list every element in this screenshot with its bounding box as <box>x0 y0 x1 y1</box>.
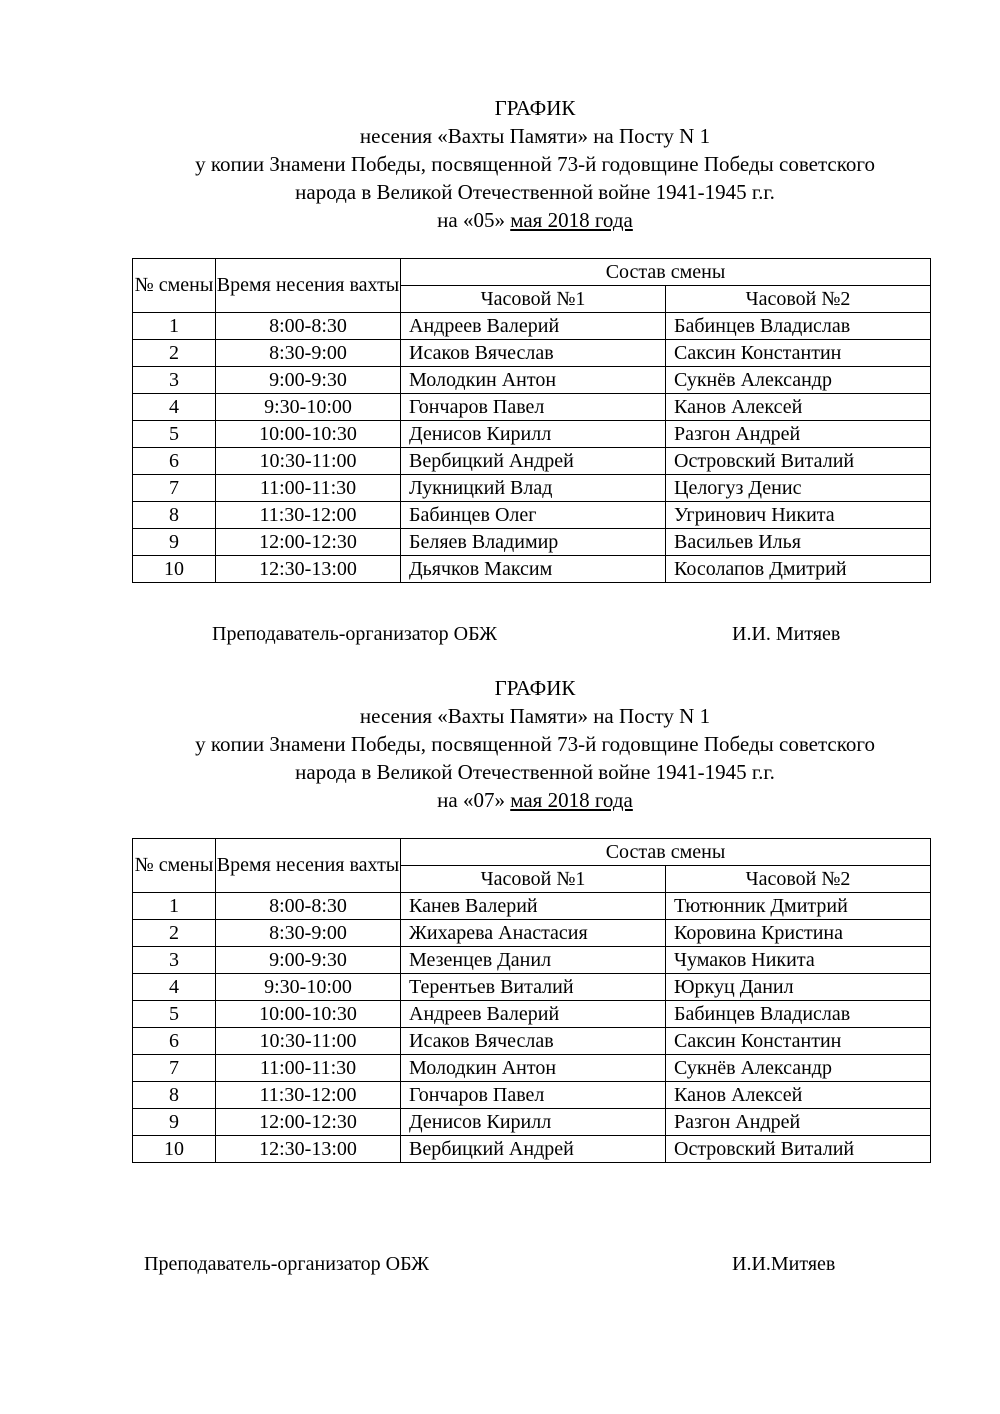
shift-number-cell: 1 <box>133 313 216 340</box>
guard-1-cell: Молодкин Антон <box>401 367 666 394</box>
guard-1-cell: Дьячков Максим <box>401 556 666 583</box>
schedule-2-date <box>0 786 1000 814</box>
guard-2-cell: Угринович Никита <box>666 502 931 529</box>
header-guard-2: Часовой №2 <box>666 286 931 313</box>
guard-2-cell: Бабинцев Владислав <box>666 313 931 340</box>
guard-1-cell: Денисов Кирилл <box>401 421 666 448</box>
header-guard-1: Часовой №1 <box>401 286 666 313</box>
schedule-1-table <box>132 258 931 583</box>
shift-number-cell: 6 <box>133 1028 216 1055</box>
table-row <box>133 1136 931 1163</box>
guard-2-cell: Бабинцев Владислав <box>666 1001 931 1028</box>
guard-2-cell: Целогуз Денис <box>666 475 931 502</box>
guard-1-cell: Мезенцев Данил <box>401 947 666 974</box>
guard-1-cell: Андреев Валерий <box>401 313 666 340</box>
guard-2-cell: Саксин Константин <box>666 340 931 367</box>
guard-2-cell: Канов Алексей <box>666 1082 931 1109</box>
table-row <box>133 1001 931 1028</box>
shift-number-cell: 7 <box>133 475 216 502</box>
table-row <box>133 1055 931 1082</box>
watch-time-cell: 8:30-9:00 <box>216 920 401 947</box>
watch-time-cell: 9:00-9:30 <box>216 367 401 394</box>
schedule-2-line1: несения «Вахты Памяти» на Посту N 1 <box>359 704 711 728</box>
guard-1-cell: Исаков Вячеслав <box>401 1028 666 1055</box>
watch-time-cell: 9:00-9:30 <box>216 947 401 974</box>
schedule-2-signature-name: И.И.Митяев <box>732 1253 836 1275</box>
shift-number-cell: 8 <box>133 1082 216 1109</box>
schedule-2-signature-role: Преподаватель-организатор ОБЖ <box>144 1253 429 1275</box>
schedule-1-table-body <box>133 259 931 583</box>
guard-1-cell: Бабинцев Олег <box>401 502 666 529</box>
watch-time-cell: 12:30-13:00 <box>216 556 401 583</box>
schedule-2-date-month: мая 2018 года <box>510 788 633 812</box>
guard-2-cell: Тютюнник Дмитрий <box>666 893 931 920</box>
shift-number-cell: 9 <box>133 1109 216 1136</box>
table-row <box>133 448 931 475</box>
guard-1-cell: Денисов Кирилл <box>401 1109 666 1136</box>
schedule-2-line3: народа в Великой Отечественной войне 1941-1945 г.г. <box>295 760 775 784</box>
table-row <box>133 1109 931 1136</box>
schedule-2-table <box>132 838 931 1163</box>
watch-time-cell: 11:30-12:00 <box>216 1082 401 1109</box>
guard-1-cell: Вербицкий Андрей <box>401 1136 666 1163</box>
guard-2-cell: Канов Алексей <box>666 394 931 421</box>
guard-1-cell: Вербицкий Андрей <box>401 448 666 475</box>
shift-number-cell: 10 <box>133 1136 216 1163</box>
table-row <box>133 974 931 1001</box>
schedule-1-signature-role: Преподаватель-организатор ОБЖ <box>212 623 497 645</box>
watch-time-cell: 12:00-12:30 <box>216 1109 401 1136</box>
schedule-1-line3: народа в Великой Отечественной войне 1941-1945 г.г. <box>295 180 775 204</box>
schedule-2-table-body <box>133 839 931 1163</box>
schedule-1-date-month: мая 2018 года <box>510 208 633 232</box>
schedule-2-line2: у копии Знамени Победы, посвященной 73-й годовщине Победы советского <box>195 732 875 756</box>
schedule-1-date <box>0 206 1000 234</box>
shift-number-cell: 5 <box>133 421 216 448</box>
shift-number-cell: 2 <box>133 920 216 947</box>
guard-2-cell: Чумаков Никита <box>666 947 931 974</box>
table-row <box>133 529 931 556</box>
guard-2-cell: Разгон Андрей <box>666 1109 931 1136</box>
guard-2-cell: Саксин Константин <box>666 1028 931 1055</box>
table-row <box>133 1028 931 1055</box>
shift-number-cell: 8 <box>133 502 216 529</box>
header-shift-number: № смены <box>133 259 216 313</box>
shift-number-cell: 6 <box>133 448 216 475</box>
table-row <box>133 502 931 529</box>
watch-time-cell: 11:30-12:00 <box>216 502 401 529</box>
guard-2-cell: Коровина Кристина <box>666 920 931 947</box>
guard-2-cell: Васильев Илья <box>666 529 931 556</box>
table-row <box>133 556 931 583</box>
schedule-2-heading <box>0 674 1000 814</box>
watch-time-cell: 10:00-10:30 <box>216 1001 401 1028</box>
table-row <box>133 367 931 394</box>
watch-time-cell: 11:00-11:30 <box>216 475 401 502</box>
schedule-1-title: ГРАФИК <box>494 96 576 120</box>
schedule-1-heading <box>0 94 1000 234</box>
table-row <box>133 920 931 947</box>
table-row <box>133 947 931 974</box>
shift-number-cell: 3 <box>133 367 216 394</box>
guard-2-cell: Юркуц Данил <box>666 974 931 1001</box>
guard-2-cell: Разгон Андрей <box>666 421 931 448</box>
guard-1-cell: Андреев Валерий <box>401 1001 666 1028</box>
shift-number-cell: 3 <box>133 947 216 974</box>
header-guard-2: Часовой №2 <box>666 866 931 893</box>
schedule-2-date-prefix: на «07» <box>437 788 505 812</box>
shift-number-cell: 10 <box>133 556 216 583</box>
guard-1-cell: Гончаров Павел <box>401 394 666 421</box>
header-watch-time: Время несения вахты <box>216 839 401 893</box>
shift-number-cell: 1 <box>133 893 216 920</box>
schedule-1-signature-name: И.И. Митяев <box>732 623 841 645</box>
shift-number-cell: 5 <box>133 1001 216 1028</box>
table-row <box>133 1082 931 1109</box>
guard-2-cell: Сукнёв Александр <box>666 367 931 394</box>
schedule-1-date-prefix: на «05» <box>437 208 505 232</box>
shift-number-cell: 7 <box>133 1055 216 1082</box>
watch-time-cell: 8:00-8:30 <box>216 893 401 920</box>
watch-time-cell: 12:00-12:30 <box>216 529 401 556</box>
table-header-row <box>133 259 931 286</box>
watch-time-cell: 10:30-11:00 <box>216 448 401 475</box>
schedule-1-line1: несения «Вахты Памяти» на Посту N 1 <box>359 124 711 148</box>
schedule-1-line2: у копии Знамени Победы, посвященной 73-й годовщине Победы советского <box>195 152 875 176</box>
watch-time-cell: 10:00-10:30 <box>216 421 401 448</box>
shift-number-cell: 2 <box>133 340 216 367</box>
header-shift-number: № смены <box>133 839 216 893</box>
guard-1-cell: Канев Валерий <box>401 893 666 920</box>
table-row <box>133 421 931 448</box>
guard-1-cell: Лукницкий Влад <box>401 475 666 502</box>
guard-2-cell: Островский Виталий <box>666 1136 931 1163</box>
header-watch-time: Время несения вахты <box>216 259 401 313</box>
table-header-row <box>133 839 931 866</box>
schedule-2-title: ГРАФИК <box>494 676 576 700</box>
guard-2-cell: Косолапов Дмитрий <box>666 556 931 583</box>
watch-time-cell: 11:00-11:30 <box>216 1055 401 1082</box>
guard-2-cell: Сукнёв Александр <box>666 1055 931 1082</box>
watch-time-cell: 8:30-9:00 <box>216 340 401 367</box>
watch-time-cell: 9:30-10:00 <box>216 974 401 1001</box>
watch-time-cell: 10:30-11:00 <box>216 1028 401 1055</box>
guard-1-cell: Жихарева Анастасия <box>401 920 666 947</box>
header-shift-staff: Состав смены <box>401 839 931 866</box>
table-row <box>133 340 931 367</box>
header-guard-1: Часовой №1 <box>401 866 666 893</box>
header-shift-staff: Состав смены <box>401 259 931 286</box>
shift-number-cell: 9 <box>133 529 216 556</box>
table-row <box>133 475 931 502</box>
guard-1-cell: Молодкин Антон <box>401 1055 666 1082</box>
shift-number-cell: 4 <box>133 974 216 1001</box>
guard-2-cell: Островский Виталий <box>666 448 931 475</box>
watch-time-cell: 9:30-10:00 <box>216 394 401 421</box>
watch-time-cell: 8:00-8:30 <box>216 313 401 340</box>
shift-number-cell: 4 <box>133 394 216 421</box>
guard-1-cell: Гончаров Павел <box>401 1082 666 1109</box>
watch-time-cell: 12:30-13:00 <box>216 1136 401 1163</box>
guard-1-cell: Терентьев Виталий <box>401 974 666 1001</box>
guard-1-cell: Исаков Вячеслав <box>401 340 666 367</box>
guard-1-cell: Беляев Владимир <box>401 529 666 556</box>
table-row <box>133 893 931 920</box>
table-row <box>133 313 931 340</box>
table-row <box>133 394 931 421</box>
